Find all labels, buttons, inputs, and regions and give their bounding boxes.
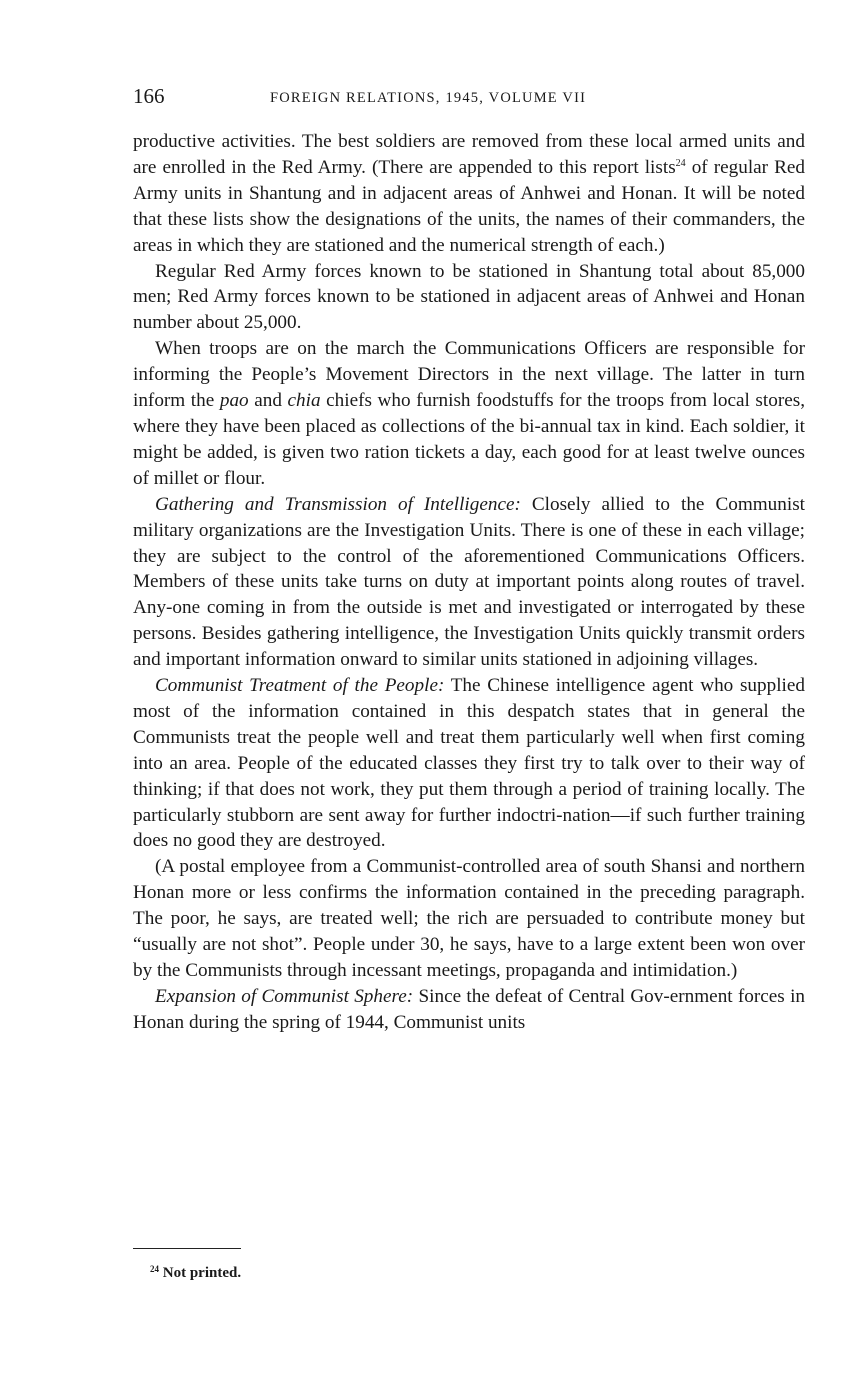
paragraph-text: chiefs who furnish foodstuffs for the troops from local stores, where they have been placed as collections of the bi-annual tax in kind. Each soldier, it might be added, is given two ration tickets a day, each good for at least twelve ounces of millet or flour.	[133, 390, 805, 489]
section-heading: Gathering and Transmission of Intelligence:	[155, 493, 521, 515]
footnote-text: Not printed.	[159, 1265, 242, 1281]
page-header	[133, 84, 805, 114]
paragraph-text: When troops are on the march the Communications Officers are responsible for informing the People’s Movement Directors in the next village. The latter in turn inform the	[133, 338, 805, 412]
paragraph-5	[133, 673, 805, 854]
section-heading: Expansion of Communist Sphere:	[155, 985, 414, 1007]
paragraph-text: Closely allied to the Communist military organizations are the Investigation Units. There is one of these in each village; they are subject to the control of the aforementioned Communications Officers. Members of these units take turns on duty at important points along routes of travel. Any-one coming in from the outside is met and investigated or interrogated by these persons. Besides gathering intelligence, the Investigation Units quickly transmit orders and important information onward to similar units stationed in adjoining villages.	[133, 493, 805, 671]
footnote-number: 24	[150, 1264, 159, 1274]
footnote	[150, 1264, 241, 1282]
page-number: 166	[133, 84, 165, 108]
paragraph-text: of regular Red Army units in Shantung and in adjacent areas of Anhwei and Honan. It will be noted that these lists show the designations of the units, the names of their commanders, the areas in which they are stationed and the numerical strength of each.)	[133, 156, 805, 256]
paragraph-text: Since the defeat of Central Gov-ernment forces in Honan during the spring of 1944, Communist units	[133, 985, 805, 1033]
body-text	[133, 129, 805, 1036]
italic-term: chia	[287, 390, 321, 412]
paragraph-text: and	[248, 390, 288, 412]
paragraph-4	[133, 492, 805, 673]
paragraph-3	[133, 336, 805, 491]
paragraph-6: (A postal employee from a Communist-controlled area of south Shansi and northern Honan more or less confirms the information contained in the preceding paragraph. The poor, he says, are treated well; the rich are persuaded to contribute money but “usually are not shot”. People under 30, he says, have to a large extent been won over by the Communists through incessant meetings, propaganda and intimidation.)	[133, 856, 805, 981]
paragraph-7	[133, 984, 805, 1036]
footnote-divider	[133, 1248, 241, 1249]
section-heading: Communist Treatment of the People:	[155, 675, 445, 697]
running-title: FOREIGN RELATIONS, 1945, VOLUME VII	[270, 90, 587, 106]
paragraph-1	[133, 129, 805, 259]
paragraph-text: productive activities. The best soldiers are removed from these local armed units and are enrolled in the Red Army. (There are appended to this report lists	[133, 131, 805, 178]
paragraph-text: The Chinese intelligence agent who supplied most of the information contained in this despatch states that in general the Communists treat the people well and treat them particularly well when first coming into an area. People of the educated classes they first try to talk over to their way of thinking; if that does not work, they put them through a period of training locally. The particularly stubborn are sent away for further indoctri-nation—if such further training does no good they are destroyed.	[133, 675, 805, 852]
footnote-ref: 24	[675, 157, 686, 169]
paragraph-2: Regular Red Army forces known to be stationed in Shantung total about 85,000 men; Red Army forces known to be stationed in adjacent areas of Anhwei and Honan number about 25,000.	[133, 260, 805, 334]
italic-term: pao	[219, 390, 249, 412]
